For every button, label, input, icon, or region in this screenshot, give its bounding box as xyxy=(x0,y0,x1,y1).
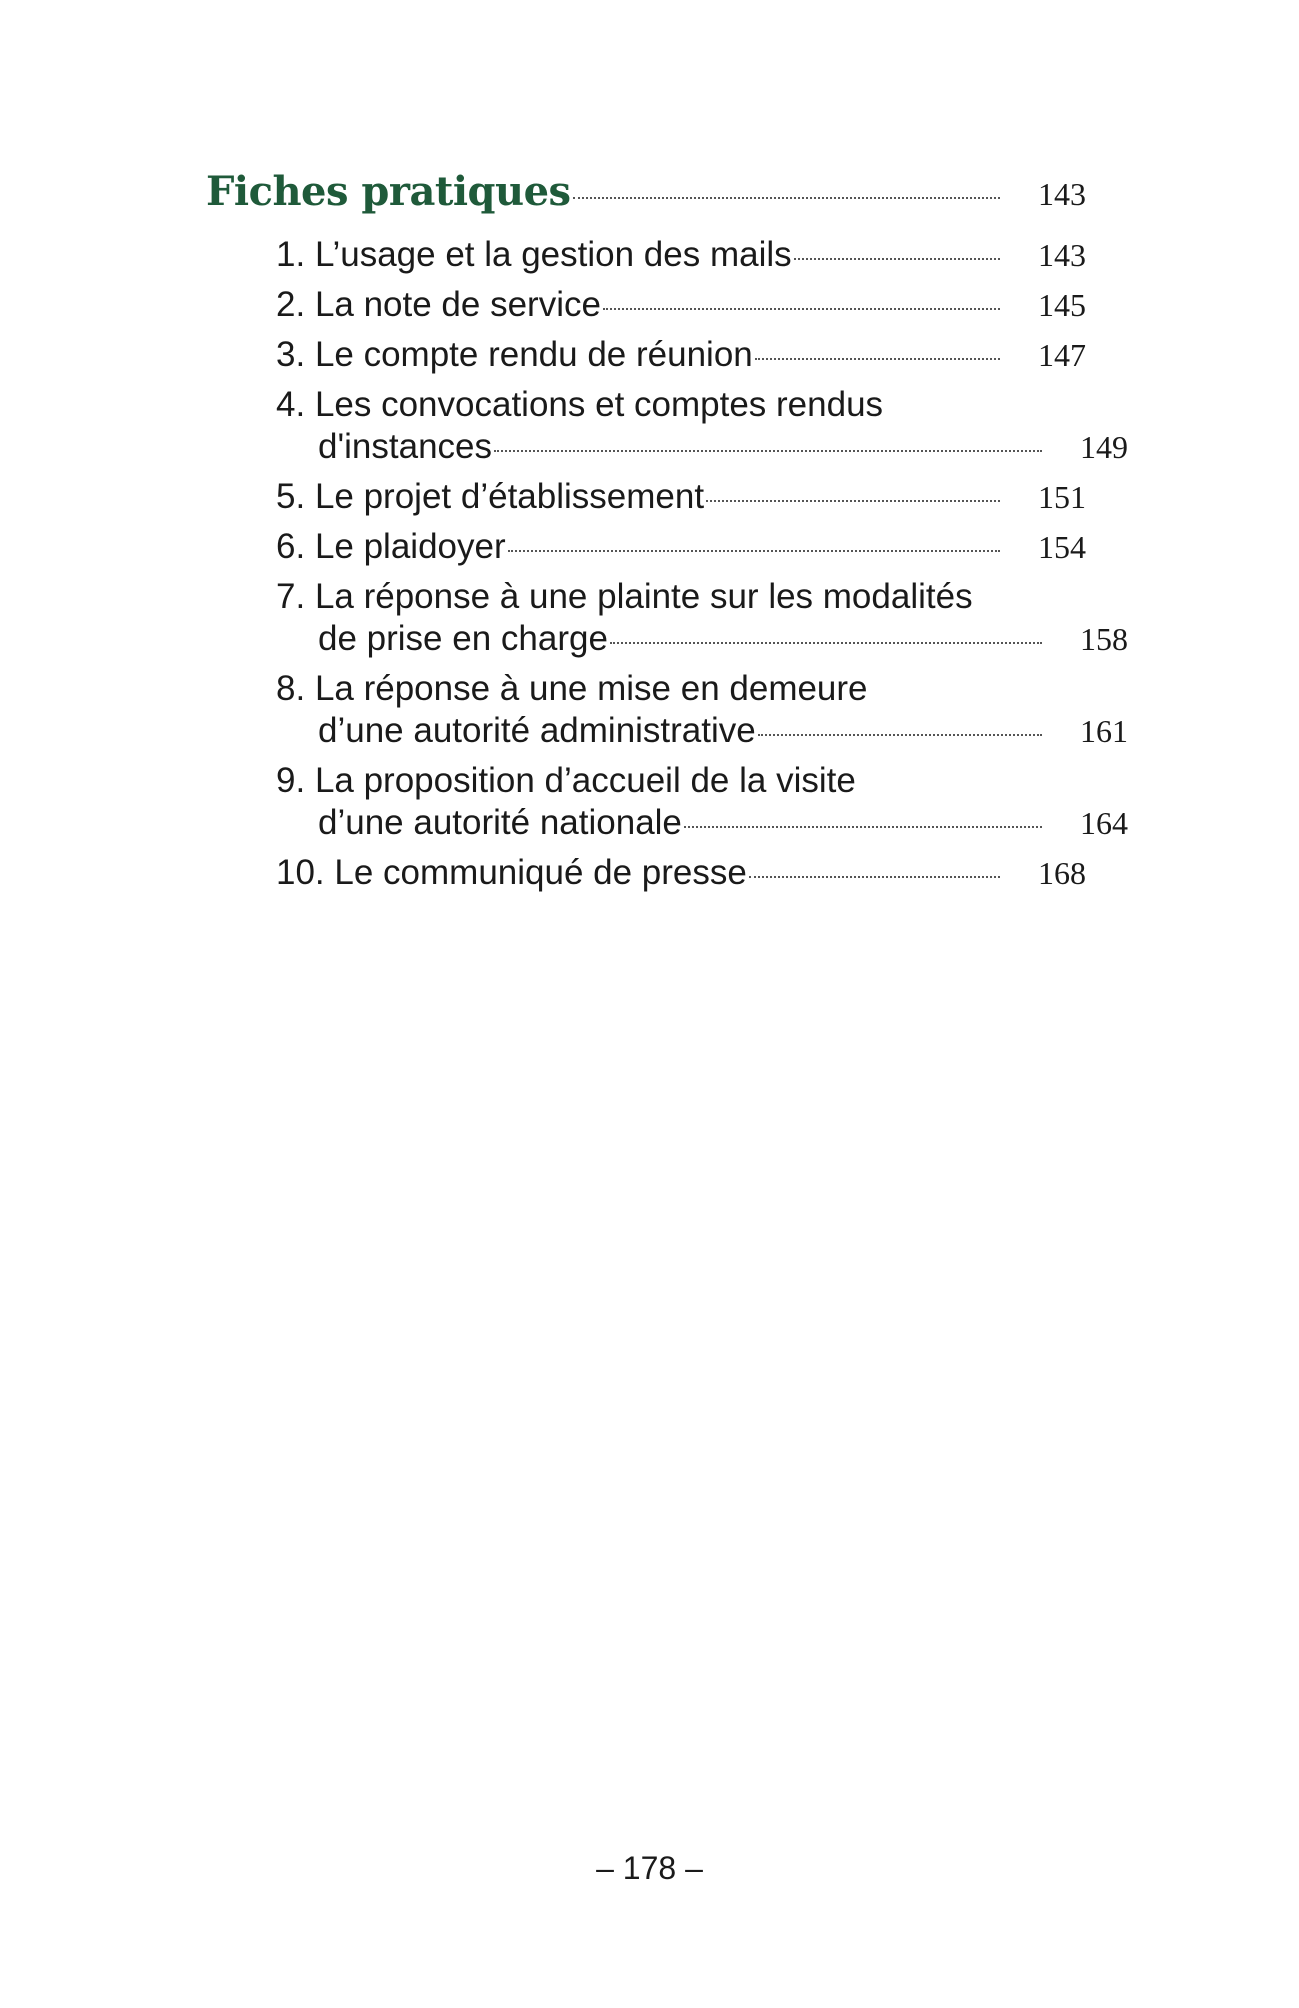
dot-leader xyxy=(749,875,1000,878)
toc-entry[interactable] xyxy=(276,852,1086,894)
entry-title: Le compte rendu de réunion xyxy=(314,335,753,374)
entry-title: La note de service xyxy=(314,285,601,324)
toc-entry[interactable] xyxy=(276,526,1086,568)
entry-title: Le plaidoyer xyxy=(314,527,506,566)
entry-page-number: 149 xyxy=(1080,429,1128,465)
dot-leader xyxy=(758,733,1042,736)
entry-number: 5. xyxy=(276,477,306,516)
entry-title: Le projet d’établissement xyxy=(314,477,705,516)
entry-page-number: 143 xyxy=(1038,237,1086,273)
dot-leader xyxy=(794,257,1000,260)
toc-entry[interactable] xyxy=(276,234,1086,276)
dot-leader xyxy=(508,549,1000,552)
toc-entry[interactable] xyxy=(276,760,1128,844)
entry-page-number: 164 xyxy=(1080,805,1128,841)
entry-page-number: 161 xyxy=(1080,713,1128,749)
dot-leader xyxy=(755,357,1000,360)
toc-entry[interactable] xyxy=(276,334,1086,376)
entry-page-number: 168 xyxy=(1038,855,1086,891)
entry-number: 7. xyxy=(276,577,306,616)
entry-title: Les convocations et comptes rendus xyxy=(314,385,884,424)
entry-title-continued: d’une autorité administrative xyxy=(318,711,756,750)
entry-page-number: 158 xyxy=(1080,621,1128,657)
entry-title-continued: de prise en charge xyxy=(318,619,608,658)
entry-number: 10. xyxy=(276,853,325,892)
entry-number: 3. xyxy=(276,335,306,374)
toc-entry[interactable] xyxy=(276,476,1086,518)
entry-title: L’usage et la gestion des mails xyxy=(314,235,792,274)
entry-page-number: 145 xyxy=(1038,287,1086,323)
dot-leader xyxy=(684,825,1042,828)
entry-title: La réponse à une mise en demeure xyxy=(314,669,868,708)
entry-number: 1. xyxy=(276,235,306,274)
toc-entry[interactable] xyxy=(276,576,1128,660)
dot-leader xyxy=(603,307,1000,310)
entry-page-number: 147 xyxy=(1038,337,1086,373)
toc-entry[interactable] xyxy=(276,284,1086,326)
entry-title: La réponse à une plainte sur les modalités xyxy=(314,577,973,616)
dot-leader xyxy=(610,641,1042,644)
entry-number: 4. xyxy=(276,385,306,424)
entry-title: Le communiqué de presse xyxy=(334,853,747,892)
entry-title-continued: d’une autorité nationale xyxy=(318,803,682,842)
entry-title: La proposition d’accueil de la visite xyxy=(314,761,856,800)
dot-leader xyxy=(706,499,1000,502)
dot-leader xyxy=(494,449,1042,452)
toc-entry[interactable] xyxy=(276,668,1128,752)
entry-number: 9. xyxy=(276,761,306,800)
page-number-footer: – 178 – xyxy=(596,1850,703,1886)
entry-page-number: 151 xyxy=(1038,479,1086,515)
entry-title-continued: d'instances xyxy=(318,427,493,466)
section-title: Fiches pratiques xyxy=(206,168,571,215)
section-page-number: 143 xyxy=(1038,176,1086,212)
entry-number: 2. xyxy=(276,285,306,324)
table-of-contents xyxy=(206,168,1128,902)
entry-number: 8. xyxy=(276,669,306,708)
toc-entries xyxy=(276,234,1128,894)
entry-number: 6. xyxy=(276,527,306,566)
dot-leader xyxy=(573,196,1000,199)
entry-page-number: 154 xyxy=(1038,529,1086,565)
toc-section-row[interactable] xyxy=(206,168,1086,234)
toc-entry[interactable] xyxy=(276,384,1128,468)
